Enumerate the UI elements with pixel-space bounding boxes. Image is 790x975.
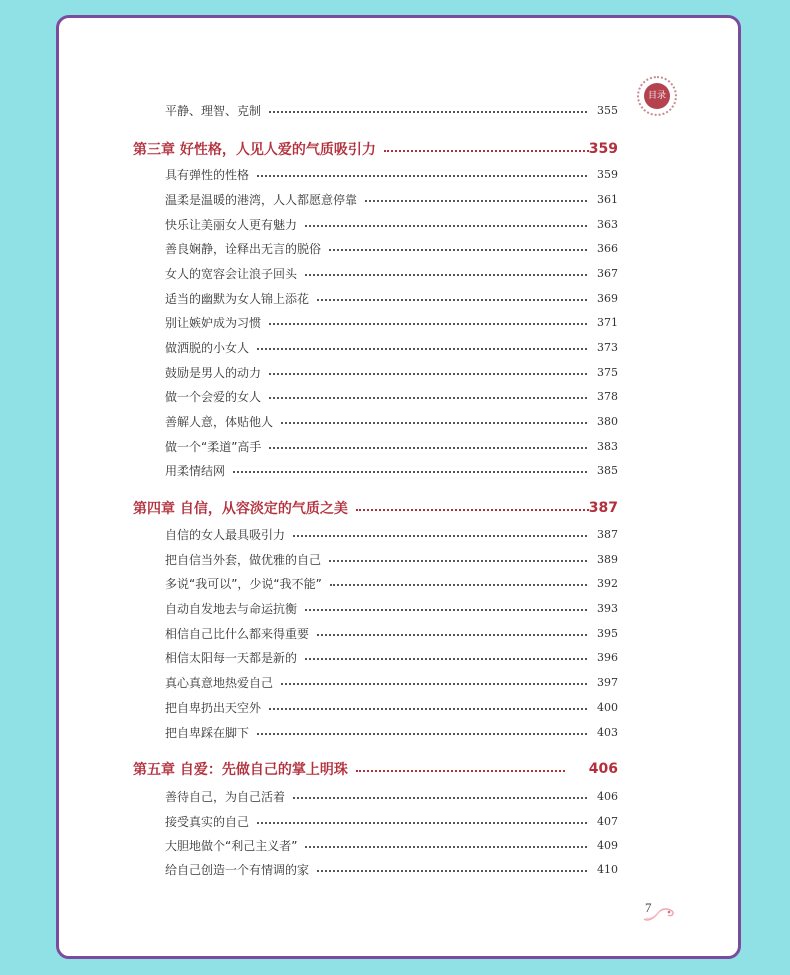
toc-entry [165, 338, 618, 356]
entry-title: 女人的宽容会让浪子回头 [165, 266, 298, 281]
entry-title: 把自信当外套，做优雅的自己 [165, 552, 322, 567]
entry-page-number: 355 [597, 103, 618, 117]
toc-entry [165, 215, 618, 233]
entry-title: 温柔是温暖的港湾，人人都愿意停靠 [165, 192, 358, 207]
toc-entry [165, 723, 618, 741]
entry-title: 具有弹性的性格 [165, 167, 250, 182]
entry-page-number: 383 [597, 439, 618, 453]
toc-entry [165, 698, 618, 716]
entry-title: 把自卑踩在脚下 [165, 725, 250, 740]
entry-page-number: 393 [597, 601, 618, 615]
entry-page-number: 380 [597, 414, 618, 428]
toc-entry [165, 239, 618, 257]
toc-entry [165, 525, 618, 543]
entry-page-number: 371 [597, 315, 618, 329]
entry-title: 鼓励是男人的动力 [165, 365, 262, 380]
entry-page-number: 409 [597, 838, 618, 852]
flourish-ornament-icon [642, 906, 676, 922]
dot-leader [305, 274, 587, 276]
toc-entry [165, 363, 618, 381]
dot-leader [269, 323, 587, 325]
entry-title: 平静、理智、克制 [165, 103, 262, 118]
entry-title: 自动自发地去与命运抗衡 [165, 601, 298, 616]
dot-leader [293, 535, 587, 537]
toc-entry [165, 264, 618, 282]
chapter-heading [133, 760, 618, 778]
entry-page-number: 363 [597, 217, 618, 231]
entry-title: 别让嫉妒成为习惯 [165, 315, 262, 330]
toc-entry [165, 860, 618, 878]
dot-leader [257, 348, 587, 350]
dot-leader [317, 299, 587, 301]
entry-page-number: 359 [588, 141, 618, 157]
dot-leader [233, 471, 587, 473]
entry-page-number: 378 [597, 389, 618, 403]
entry-page-number: 361 [597, 192, 618, 206]
entry-title: 自信的女人最具吸引力 [165, 527, 286, 542]
entry-title: 真心真意地热爱自己 [165, 675, 274, 690]
toc-entry [165, 648, 618, 666]
entry-title: 第四章 自信，从容淡定的气质之美 [133, 501, 348, 517]
dot-leader [269, 397, 587, 399]
dot-leader [356, 770, 565, 772]
entry-page-number: 392 [597, 576, 618, 590]
toc-entry [165, 412, 618, 430]
dot-leader [293, 797, 587, 799]
toc-entry [165, 101, 618, 119]
toc-entry [165, 165, 618, 183]
toc-entry [165, 836, 618, 854]
toc-entry [165, 190, 618, 208]
entry-title: 快乐让美丽女人更有魅力 [165, 217, 298, 232]
toc-entry [165, 812, 618, 830]
entry-page-number: 359 [597, 167, 618, 181]
dot-leader [269, 111, 587, 113]
toc-entry [165, 387, 618, 405]
dot-leader [356, 509, 589, 511]
toc-entry [165, 787, 618, 805]
entry-title: 给自己创造一个有情调的家 [165, 862, 310, 877]
dot-leader [305, 225, 587, 227]
toc-entry [165, 574, 618, 592]
entry-page-number: 385 [597, 463, 618, 477]
toc-entry [165, 437, 618, 455]
dot-leader [317, 870, 587, 872]
entry-page-number: 406 [588, 761, 618, 777]
dot-leader [329, 249, 587, 251]
dot-leader [257, 822, 587, 824]
entry-page-number: 397 [597, 675, 618, 689]
toc-entry [165, 550, 618, 568]
entry-page-number: 366 [597, 241, 618, 255]
entry-page-number: 389 [597, 552, 618, 566]
entry-page-number: 367 [597, 266, 618, 280]
entry-page-number: 407 [597, 814, 618, 828]
entry-page-number: 406 [597, 789, 618, 803]
toc-entry [165, 313, 618, 331]
entry-title: 善待自己，为自己活着 [165, 789, 286, 804]
toc-entry [165, 624, 618, 642]
dot-leader [281, 422, 587, 424]
dot-leader [330, 584, 587, 586]
entry-page-number: 387 [597, 527, 618, 541]
entry-title: 把自卑扔出天空外 [165, 700, 262, 715]
dot-leader [281, 683, 587, 685]
chapter-heading [133, 499, 618, 517]
entry-page-number: 375 [597, 365, 618, 379]
entry-title: 善良娴静，诠释出无言的脱俗 [165, 241, 322, 256]
page-number: 7 [645, 900, 652, 915]
entry-page-number: 403 [597, 725, 618, 739]
toc-entry [165, 599, 618, 617]
toc-entry [165, 673, 618, 691]
dot-leader [257, 733, 587, 735]
entry-title: 做一个“柔道”高手 [165, 439, 262, 454]
dot-leader [305, 609, 587, 611]
contents-seal-icon [637, 76, 677, 116]
entry-title: 用柔情结网 [165, 463, 226, 478]
dot-leader [365, 200, 587, 202]
contents-seal-label: 目录 [644, 83, 670, 109]
toc-entry [165, 461, 618, 479]
dot-leader [305, 658, 587, 660]
dot-leader [305, 846, 587, 848]
entry-title: 善解人意，体贴他人 [165, 414, 274, 429]
entry-page-number: 396 [597, 650, 618, 664]
entry-page-number: 395 [597, 626, 618, 640]
entry-page-number: 410 [597, 862, 618, 876]
entry-title: 接受真实的自己 [165, 814, 250, 829]
dot-leader [384, 150, 589, 152]
dot-leader [269, 373, 587, 375]
entry-title: 大胆地做个“利己主义者” [165, 838, 298, 853]
dot-leader [269, 708, 587, 710]
toc-entry [165, 289, 618, 307]
entry-title: 做一个会爱的女人 [165, 389, 262, 404]
dot-leader [317, 634, 587, 636]
entry-title: 做洒脱的小女人 [165, 340, 250, 355]
entry-title: 适当的幽默为女人锦上添花 [165, 291, 310, 306]
chapter-heading [133, 140, 618, 158]
entry-title: 多说“我可以”，少说“我不能” [165, 576, 322, 591]
entry-title: 第三章 好性格，人见人爱的气质吸引力 [133, 142, 376, 158]
entry-title: 相信自己比什么都来得重要 [165, 626, 310, 641]
entry-page-number: 369 [597, 291, 618, 305]
entry-page-number: 373 [597, 340, 618, 354]
entry-title: 第五章 自爱：先做自己的掌上明珠 [133, 762, 348, 778]
dot-leader [257, 175, 587, 177]
entry-page-number: 400 [597, 700, 618, 714]
dot-leader [329, 560, 587, 562]
entry-title: 相信太阳每一天都是新的 [165, 650, 298, 665]
dot-leader [269, 447, 587, 449]
entry-page-number: 387 [588, 500, 618, 516]
